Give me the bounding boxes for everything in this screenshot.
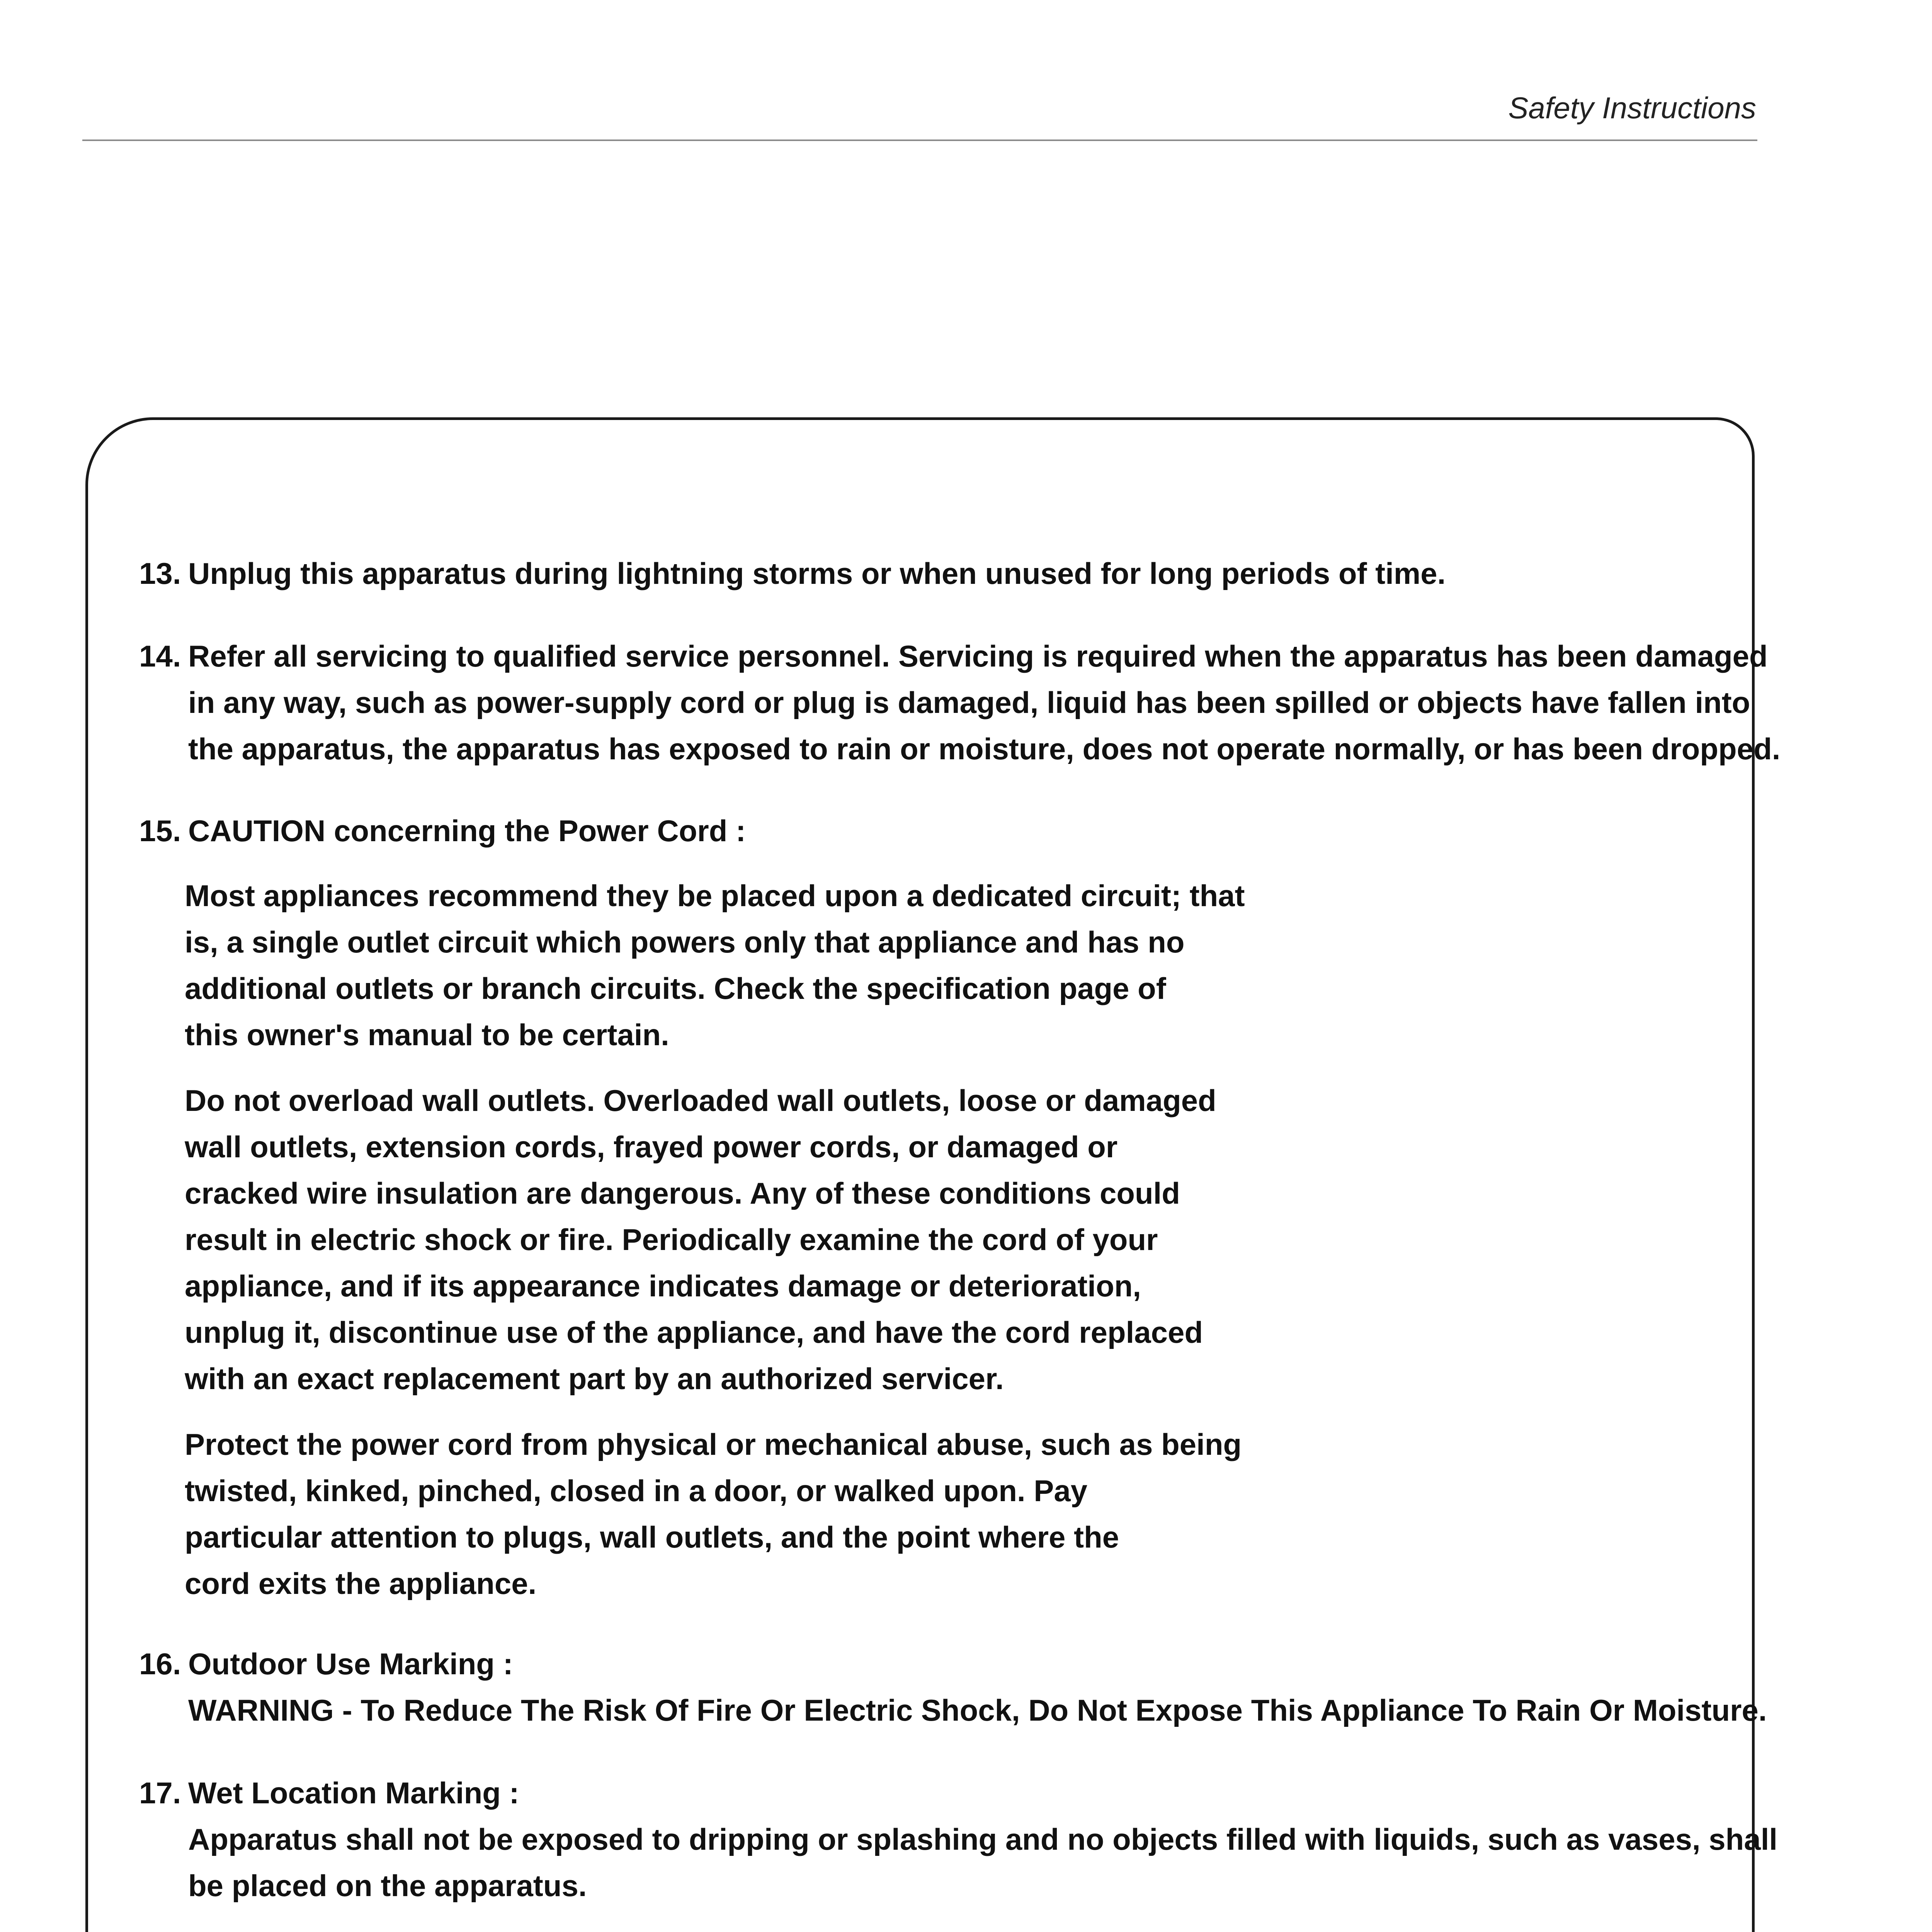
paragraph-line: additional outlets or branch circuits. Check the specification page of [185,971,1166,1005]
power-cord-paragraph-1 [185,872,1245,1058]
paragraph-line: Protect the power cord from physical or mechanical abuse, such as being [185,1427,1242,1461]
paragraph-line: this owner's manual to be certain. [185,1018,669,1052]
power-cord-paragraph-2 [185,1077,1216,1402]
paragraph-line: with an exact replacement part by an authorized servicer. [185,1362,1004,1396]
item-number: 17. [139,1776,181,1810]
power-cord-paragraph-3 [185,1421,1242,1607]
paragraph-line: Most appliances recommend they be placed upon a dedicated circuit; that [185,879,1245,913]
paragraph-line: particular attention to plugs, wall outlets, and the point where the [185,1520,1119,1554]
item-line: Unplug this apparatus during lightning storms or when unused for long periods of time. [188,556,1446,590]
item-line: the apparatus, the apparatus has exposed to rain or moisture, does not operate normally, or has been dropped. [188,732,1781,766]
instruction-item-14 [139,633,1780,772]
item-line: WARNING - To Reduce The Risk Of Fire Or Electric Shock, Do Not Expose This Appliance To Rain Or Moisture. [188,1693,1767,1727]
instruction-item-15 [139,808,746,854]
item-line: Apparatus shall not be exposed to dripping or splashing and no objects filled with liquids, such as vases, shall [188,1822,1778,1856]
paragraph-line: unplug it, discontinue use of the appliance, and have the cord replaced [185,1315,1203,1349]
paragraph-line: wall outlets, extension cords, frayed power cords, or damaged or [185,1130,1118,1164]
item-number: 13. [139,556,181,590]
instruction-item-13 [139,550,1446,597]
instruction-item-16 [139,1641,1767,1733]
item-heading: CAUTION concerning the Power Cord : [188,814,746,848]
paragraph-line: Do not overload wall outlets. Overloaded wall outlets, loose or damaged [185,1083,1216,1117]
header-divider [82,139,1757,141]
item-line: in any way, such as power-supply cord or plug is damaged, liquid has been spilled or objects have fallen into [188,685,1750,719]
paragraph-line: is, a single outlet circuit which powers only that appliance and has no [185,925,1185,959]
paragraph-line: result in electric shock or fire. Periodically examine the cord of your [185,1223,1158,1257]
instruction-item-17 [139,1770,1777,1909]
item-line: be placed on the apparatus. [188,1869,587,1903]
paragraph-line: twisted, kinked, pinched, closed in a door, or walked upon. Pay [185,1474,1088,1508]
header-section-title: Safety Instructions [1508,91,1756,125]
item-heading: Wet Location Marking : [188,1776,519,1810]
paragraph-line: appliance, and if its appearance indicates damage or deterioration, [185,1269,1141,1303]
item-number: 15. [139,814,181,848]
item-line: Refer all servicing to qualified service personnel. Servicing is required when the apparatus has been damaged [188,639,1768,673]
item-number: 14. [139,639,181,673]
item-number: 16. [139,1647,181,1681]
paragraph-line: cracked wire insulation are dangerous. Any of these conditions could [185,1176,1180,1210]
paragraph-line: cord exits the appliance. [185,1566,537,1600]
item-heading: Outdoor Use Marking : [188,1647,513,1681]
